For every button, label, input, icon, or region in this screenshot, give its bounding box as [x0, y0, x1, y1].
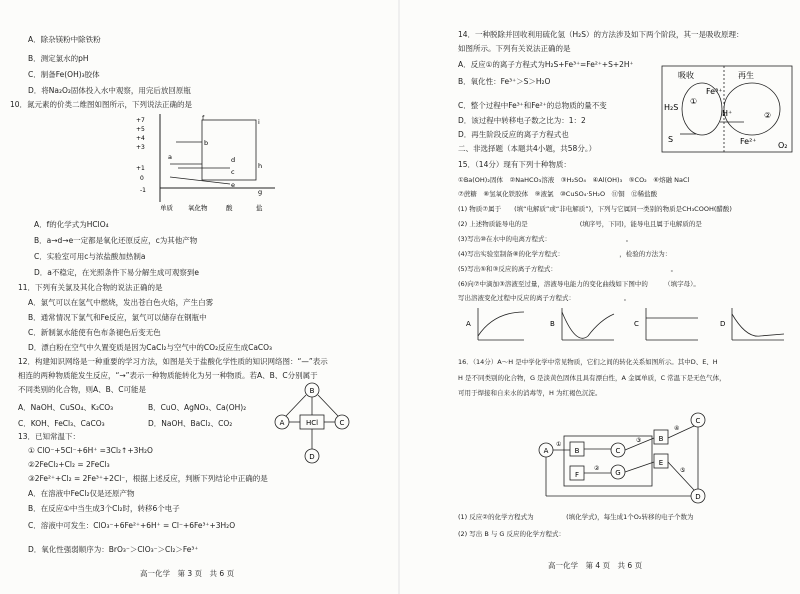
q10-valence-chart [130, 112, 280, 212]
node-b2: B [658, 435, 664, 443]
label-s: S [668, 135, 674, 144]
point-g: g [258, 188, 263, 196]
y-tick: 0 [140, 175, 144, 182]
y-tick: -1 [140, 187, 146, 194]
q12-option-a: A．NaOH、CuSO₄、K₂CO₃ [18, 403, 114, 412]
q10-option-a: A．f的化学式为HClO₄ [34, 220, 109, 229]
q14-option-d2: D．再生阶段反应的离子方程式也 [458, 130, 569, 139]
right-page [400, 0, 800, 594]
y-tick: +3 [136, 144, 145, 151]
point-i: i [258, 118, 260, 126]
q15-stem: 15．（14分）现有下列十种物质： [458, 160, 571, 169]
q9-option-b: B．测定氯水的pH [28, 54, 89, 63]
node-f: F [574, 471, 580, 479]
x-tick: 盐 [256, 204, 263, 212]
q16-sub-2: (2) 写出 B 与 G 反应的化学方程式： [458, 530, 566, 538]
node-b: B [309, 387, 315, 395]
node-b: B [574, 447, 580, 455]
q16-sub-1: (1) 反应②的化学方程式为 (填化学式)，每生成1个O₂转移的电子个数为 [458, 513, 694, 521]
q11-option-c: C．新制氯水能使有色布条褪色后变无色 [28, 328, 161, 337]
right-page-footer: 高一化学 第 4 页 共 6 页 [548, 561, 643, 570]
q13-option-d: D．氧化性强弱顺序为：BrO₃⁻＞ClO₃⁻＞Cl₂＞Fe³⁺ [28, 545, 199, 554]
q12-network-diagram [272, 380, 352, 466]
q15-sub-7: 写出溶液变化过程中反应的离子方程式： 。 [458, 294, 631, 302]
label-step-2: ② [764, 111, 772, 120]
graph-label-d: D [720, 320, 726, 328]
x-tick: 氧化物 [188, 204, 208, 212]
q14-option-d: D．该过程中转移电子数之比为：1：2 [458, 116, 586, 125]
q11-stem: 11．下列有关氯及其化合物的说法正确的是 [18, 283, 163, 292]
q16-stem-1: 16．（14分）A～H 是中学化学中常见物质，它们之间的转化关系如图所示。其中D、E、H [458, 358, 718, 366]
point-c: c [231, 168, 235, 176]
label-h2s: H₂S [664, 103, 679, 112]
label-fe2: Fe²⁺ [740, 137, 757, 146]
q10-option-c: C．实验室可用c与浓盐酸加热制a [34, 252, 146, 261]
node-c: C [339, 419, 345, 427]
node-c2: C [695, 417, 701, 425]
y-tick: +1 [136, 165, 145, 172]
q13-stem: 13．已知常温下： [18, 432, 81, 441]
q14-option-b: B．氧化性：Fe³⁺＞S＞H₂O [458, 77, 551, 86]
edge-3: ③ [636, 437, 642, 444]
node-e: E [658, 459, 664, 467]
q15-sub-4: (4)写出实验室制备⑧的化学方程式： ，检验的方法为： [458, 250, 695, 258]
edge-1: ① [556, 441, 562, 448]
graph-label-a: A [466, 320, 471, 328]
label-fe3: Fe³⁺ [706, 87, 723, 96]
left-page-footer: 高一化学 第 3 页 共 6 页 [140, 569, 235, 578]
point-e: e [231, 181, 235, 189]
node-a: A [279, 419, 285, 427]
q13-option-c: C．溶液中可发生：ClO₃⁻+6Fe²⁺+6H⁺ = Cl⁻+6Fe³⁺+3H₂O [28, 521, 236, 530]
q13-option-b: B．在反应①中当生成3个Cl₂时，转移6个电子 [28, 504, 180, 513]
edge-2: ② [594, 465, 600, 472]
q11-option-d: D．漂白粉在空气中久置变质是因为CaCl₂与空气中的CO₂反应生成CaCO₃ [28, 343, 273, 352]
q12-stem-3: 不同类别的化合物，则A、B、C可能是 [18, 385, 147, 394]
q10-option-d: D．a不稳定，在光照条件下易分解生成可观察到e [34, 268, 199, 277]
q15-list-2: ⑦蔗糖 ⑧氢氧化铁胶体 ⑨液氯 ⑩CuSO₄·5H₂O ⑪铜 ⑫稀盐酸 [458, 190, 658, 198]
q12-option-b: B．CuO、AgNO₃、Ca(OH)₂ [148, 403, 247, 412]
q16-transformation-diagram [534, 412, 730, 504]
q14-option-a: A．反应①的离子方程式为H₂S+Fe³⁺=Fe²⁺+S+2H⁺ [458, 60, 634, 69]
label-h: H⁺ [722, 109, 733, 118]
y-tick: +4 [136, 135, 145, 142]
q16-stem-3: 可用于焊接和自来水的消毒等，H 为红褐色沉淀。 [458, 389, 602, 397]
label-absorb: 吸收 [678, 71, 694, 80]
node-hcl: HCl [305, 419, 319, 427]
q14-stem-1: 14．一种脱除并回收利用硫化氢（H₂S）的方法涉及如下两个阶段，其一是吸收原理： [458, 30, 744, 39]
q10-option-b: B．a→d→e一定都是氧化还原反应，c为其他产物 [34, 236, 198, 245]
label-step-1: ① [690, 97, 698, 106]
q12-option-c: C．KOH、FeCl₃、CaCO₃ [18, 419, 105, 428]
q14-cycle-diagram [660, 64, 796, 154]
x-tick: 酸 [226, 204, 233, 212]
q11-option-a: A．氯气可以在氢气中燃烧，发出苍白色火焰，产生白雾 [28, 298, 214, 307]
x-tick: 单质 [160, 204, 173, 212]
graph-label-b: B [550, 320, 555, 328]
q15-sub-3: (3)写出⑩在水中的电离方程式： 。 [458, 235, 633, 243]
q9-option-d: D．将Na₂O₂固体投入水中观察，用完后放回原瓶 [28, 86, 191, 95]
edge-5: ⑤ [680, 467, 686, 474]
graph-label-c: C [634, 320, 639, 328]
node-a: A [543, 447, 549, 455]
edge-4: ④ [674, 425, 680, 432]
q13-reaction-2: ②2FeCl₂+Cl₂ = 2FeCl₃ [28, 460, 110, 469]
q10-stem: 10．氮元素的价类二维图如图所示，下列说法正确的是 [10, 100, 193, 109]
q15-sub-5: (5)写出⑤和③反应的离子方程式： 。 [458, 265, 678, 273]
point-f: f [202, 114, 205, 122]
q9-option-c: C．制备Fe(OH)₃胶体 [28, 70, 100, 79]
point-h: h [258, 162, 263, 170]
q15-sub-1: (1) 物质⑦属于 (填“电解质”或“非电解质”)，下列与它属同一类别的物质是CH₃COOH(醋酸) [458, 205, 732, 213]
q13-reaction-1: ① ClO⁻+5Cl⁻+6H⁺ =3Cl₂↑+3H₂O [28, 446, 153, 455]
q15-sub-2: (2) 上述物质能导电的是 (填序号，下同)，能导电且属于电解质的是 [458, 220, 722, 228]
q15-list-1: ①Ba(OH)₂固体 ②NaHCO₃溶液 ③H₂SO₄ ④Al(OH)₃ ⑤CO₂ ⑥熔融 NaCl [458, 176, 690, 184]
y-tick: +7 [136, 117, 145, 124]
q9-option-a: A．除杂镁粉中除铁粉 [28, 35, 101, 44]
q12-option-d: D．NaOH、BaCl₂、CO₂ [148, 419, 233, 428]
label-o2: O₂ [778, 141, 788, 150]
q12-stem-1: 12．构建知识网络是一种重要的学习方法，如图是关于盐酸化学性质的知识网络图：“—”表示 [18, 357, 328, 366]
point-d: d [231, 156, 236, 164]
q14-stem-2: 如图所示。下列有关说法正确的是 [458, 44, 571, 53]
q13-option-a: A．在溶液中FeCl₂仅是还原产物 [28, 489, 135, 498]
q15-conductivity-graphs [464, 306, 794, 346]
node-d: D [309, 453, 315, 461]
y-tick: +5 [136, 126, 145, 133]
q16-stem-2: H 是不同类别的化合物，G 是淡黄色固体且具有漂白性，A 金属单质，C 常温下是无色气体， [458, 374, 726, 382]
q13-reaction-3: ③2Fe²⁺+Cl₂ = 2Fe³⁺+2Cl⁻，根据上述反应，判断下列结论中正确的是 [28, 474, 268, 483]
node-c: C [615, 447, 621, 455]
q15-sub-6: (6)向⑦中滴加③溶液至过量，溶液导电能力的变化曲线如下图中的 （填字母）。 [458, 280, 700, 288]
point-a: a [168, 153, 172, 161]
label-regen: 再生 [738, 71, 754, 80]
node-g: G [615, 469, 621, 477]
point-b: b [204, 139, 209, 147]
q14-option-c: C．整个过程中Fe³⁺和Fe²⁺的总物质的量不变 [458, 101, 607, 110]
node-d: D [695, 493, 701, 501]
q12-stem-2: 相连的两种物质能发生反应，“→”表示一种物质能转化为另一种物质。若A、B、C分别属于 [18, 371, 318, 380]
q11-option-b: B．通常情况下氯气和Fe反应，氯气可以储存在钢瓶中 [28, 313, 207, 322]
section-2-heading: 二、非选择题（本题共4小题，共58分。） [458, 144, 597, 153]
